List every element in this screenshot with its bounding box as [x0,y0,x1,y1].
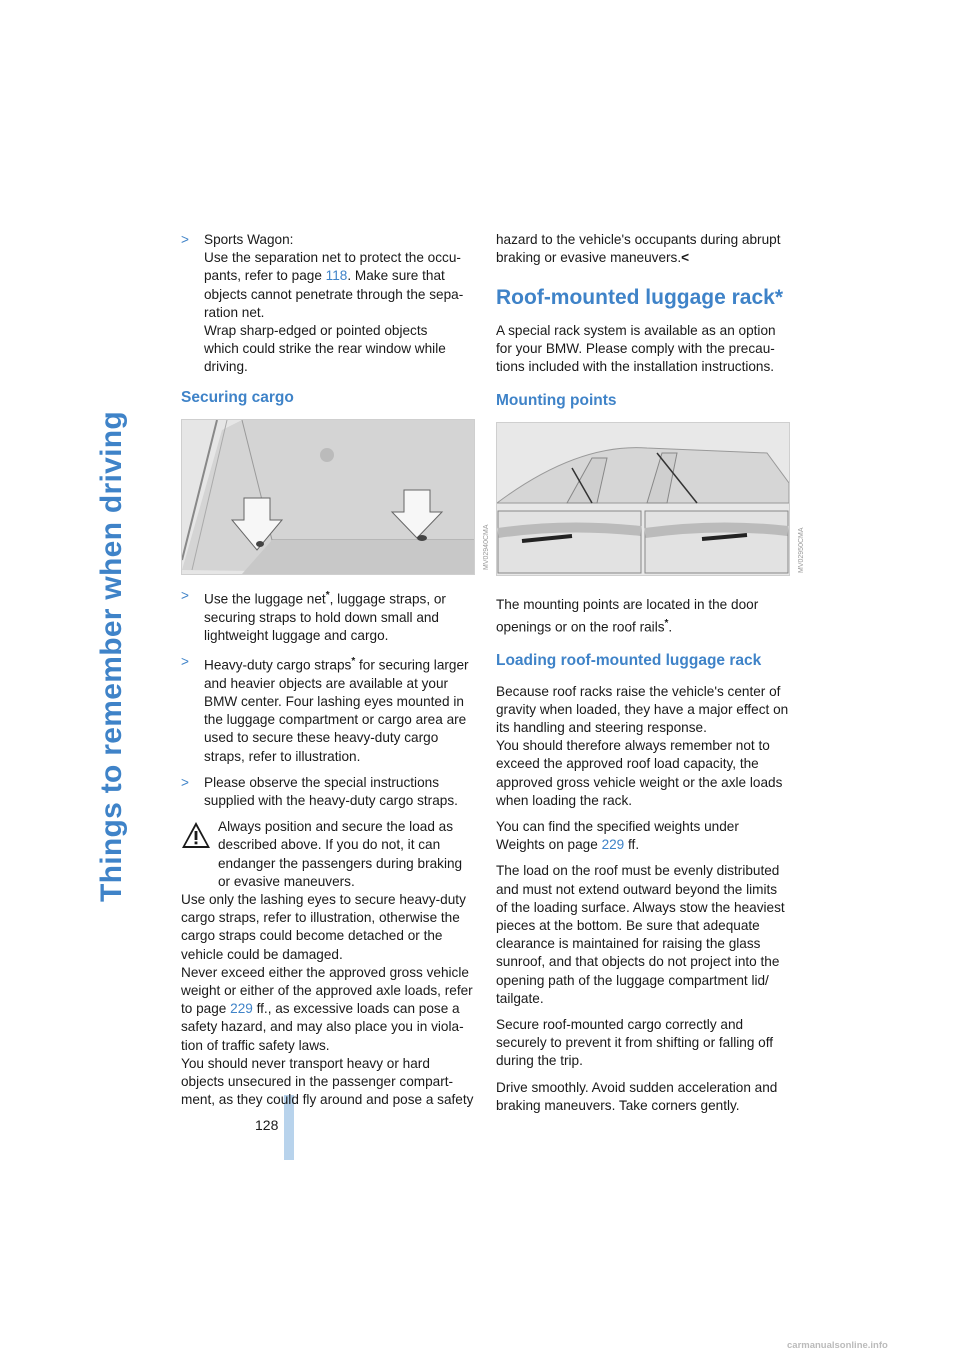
end-mark: < [681,250,690,266]
warning-text: Use only the lashing eyes to secure heavy-duty cargo straps, refer to illustration, otherwise the cargo straps could become detached or the vehicle could be damaged. [181,891,466,962]
section-heading-loading: Loading roof-mounted luggage rack [496,652,762,670]
warning-block [181,818,476,1109]
list-item [181,653,476,766]
luggage-compartment-image [182,420,474,574]
list-item-text: which could strike the rear window while [204,341,446,357]
page-link[interactable]: 118 [325,268,348,284]
warning-lead-text: Always position and secure the load as described above. If you do not, it can endanger the passengers during braking or evasive maneuvers. [218,819,463,889]
paragraph: Drive smoothly. Avoid sudden acceleration and braking maneuvers. Take corners gently. [496,1079,778,1113]
list-item [181,774,476,810]
paragraph: The mounting points are located in the door openings or on the roof rails [496,597,759,635]
paragraph: Secure roof-mounted cargo correctly and securely to prevent it from shifting or falling off during the trip. [496,1017,774,1069]
warning-text: Never exceed either the approved gross vehicle weight or either of the approved axle loads, refer to page [181,964,473,1017]
paragraph: The load on the roof must be evenly distributed and must not extend outward beyond the limits of the loading surface. Always stow the heaviest pieces at the bottom. Be sure that adequate clearance is maintained for raising the glass sunroof, and that objects do not project into the opening path of the luggage compartment lid/ tailgate. [496,863,785,1006]
list-item-sports-wagon [181,231,476,377]
list-item-text: Wrap sharp-edged or pointed objects [204,323,428,339]
list-item-text: driving. [204,359,248,375]
figure-code: MV02950CMA [798,527,805,574]
list-item-text: pants, refer to page [204,268,326,284]
option-star: * [351,655,356,667]
bullet-marker: > [181,653,189,669]
page-link[interactable]: 229 [601,837,625,853]
warning-continuation: hazard to the vehicle's occupants during abrupt braking or evasive maneuvers. [496,232,781,266]
paragraph: ff. [624,837,640,853]
warning-triangle-icon [181,820,211,850]
page-number: 128 [255,1117,279,1133]
list-item-text: Heavy-duty cargo straps [204,657,352,673]
list-item-text: ration net. [204,304,265,320]
section-heading-mounting-points: Mounting points [496,392,617,410]
section-heading-securing-cargo: Securing cargo [181,388,294,406]
roof-mounting-image [497,423,789,575]
right-column [496,231,805,1123]
option-star: * [664,617,669,629]
option-star: * [325,589,330,601]
paragraph: . [668,619,673,635]
chapter-title-text: Things to remember when driving [95,410,128,902]
list-item-text: objects cannot penetrate through the sepa- [204,286,464,302]
list-item-text: , luggage straps, or securing straps to hold down small and lightweight luggage and cargo. [204,591,446,643]
list-item-text: Please observe the special instructions supplied with the heavy-duty cargo straps. [204,774,458,808]
warning-text: You should never transport heavy or hard objects unsecured in the passenger compart-ment, as they could fly around and pose a safety [181,1055,474,1108]
list-item [181,587,476,645]
paragraph: A special rack system is available as an option for your BMW. Please comply with the precau-tions included with the installation instructions. [496,322,776,375]
paragraph: You should therefore always remember not to exceed the approved roof load capacity, the approved gross vehicle weight or the axle loads when loading the rack. [496,738,783,808]
list-item-text: Use the luggage net [204,591,326,607]
left-column [181,231,490,1109]
paragraph: You can find the specified weights under Weights on page [496,818,739,853]
page-link[interactable]: 229 [230,1001,253,1017]
list-item-text: Sports Wagon: [204,232,294,247]
footer-watermark: carmanualsonline.info [787,1340,888,1351]
list-item-text: . Make sure that [347,268,445,284]
cargo-illustration [181,419,490,575]
paragraph: Because roof racks raise the vehicle's center of gravity when loaded, they have a major effect on its handling and steering response. [496,683,789,735]
mounting-points-illustration [496,422,805,576]
section-heading-roof-rack: Roof-mounted luggage rack* [496,286,784,310]
list-item-text: Use the separation net to protect the occu- [204,250,461,266]
warning-text: ff., as excessive loads can pose a safety hazard, and may also place you in viola-tion of traffic safety laws. [181,1001,464,1053]
list-item-text: for securing larger and heavier objects are available at your BMW center. Four lashing eyes mounted in the luggage compartment or cargo area are used to secure these heavy-duty cargo straps, refer to illustration. [204,657,469,764]
bullet-marker: > [181,232,189,247]
figure-code: MV02940CMA [483,524,490,570]
bullet-marker: > [181,587,189,603]
bullet-marker: > [181,774,189,790]
